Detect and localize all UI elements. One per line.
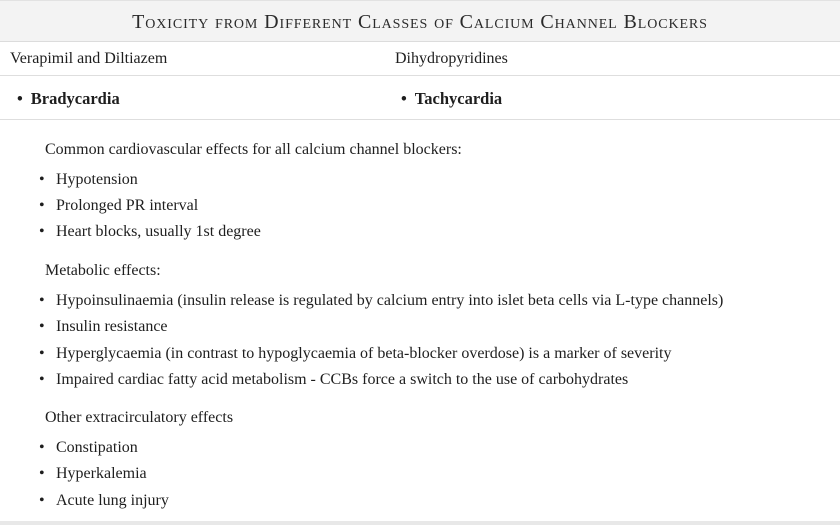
list-item: • Hypotension — [39, 171, 138, 188]
class-effects-row — [0, 76, 840, 120]
class-effect-right-text: Tachycardia — [414, 89, 503, 108]
column-header-dihydropyridines: Dihydropyridines — [395, 50, 508, 67]
class-effect-left — [17, 89, 120, 109]
list-item: • Hypoinsulinaemia (insulin release is regulated by calcium entry into islet beta cells via L-type channels) — [39, 292, 724, 309]
cardiovascular-heading: Common cardiovascular effects for all calcium channel blockers: — [45, 141, 462, 158]
list-item: • Acute lung injury — [39, 492, 169, 509]
class-effect-left-text: Bradycardia — [30, 89, 120, 108]
list-item: • Hyperkalemia — [39, 465, 147, 482]
list-item: • Constipation — [39, 439, 138, 456]
class-effect-right — [401, 89, 502, 109]
metabolic-heading: Metabolic effects: — [45, 262, 161, 279]
bullet-glyph: • — [401, 89, 407, 108]
bullet-glyph: • — [17, 89, 23, 108]
list-item: • Heart blocks, usually 1st degree — [39, 223, 261, 240]
table-title: Toxicity from Different Classes of Calcium Channel Blockers — [132, 11, 708, 33]
column-header-verapamil-diltiazem: Verapimil and Diltiazem — [10, 50, 168, 67]
column-header-row — [0, 42, 840, 76]
list-item: • Insulin resistance — [39, 318, 168, 335]
list-item: • Hyperglycaemia (in contrast to hypoglycaemia of beta-blocker overdose) is a marker of severity — [39, 345, 672, 362]
table-bottom-rule — [0, 521, 840, 525]
list-item: • Impaired cardiac fatty acid metabolism - CCBs force a switch to the use of carbohydrates — [39, 371, 629, 388]
list-item: • Prolonged PR interval — [39, 197, 199, 214]
table-title-bar — [0, 0, 840, 42]
extracirculatory-heading: Other extracirculatory effects — [45, 409, 234, 426]
common-effects-cell — [0, 120, 840, 522]
